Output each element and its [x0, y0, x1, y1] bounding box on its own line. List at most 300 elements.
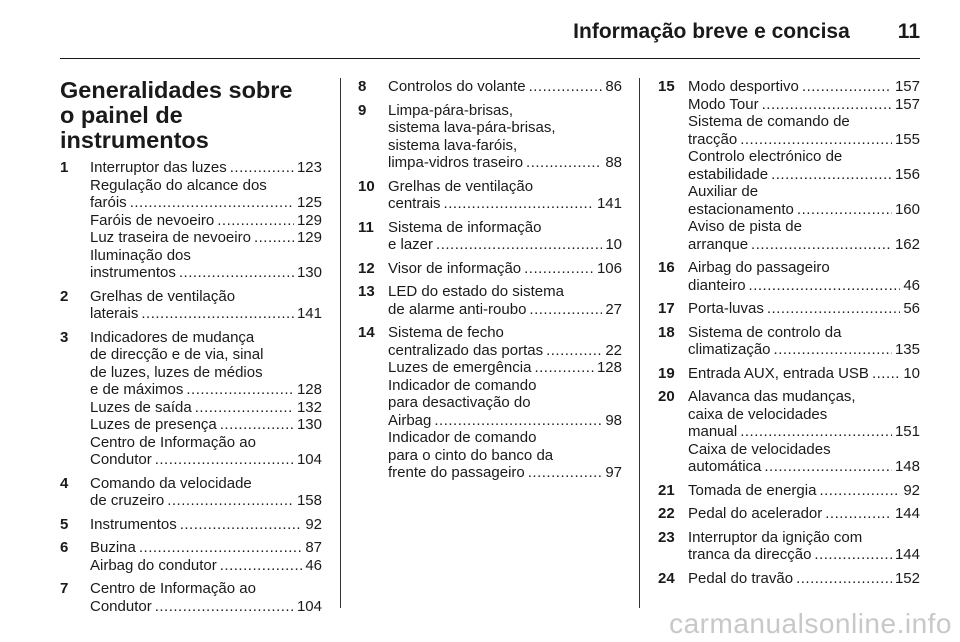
entry-line	[388, 195, 622, 213]
entry-label: instrumentos	[90, 264, 176, 281]
dot-leader	[802, 78, 892, 96]
page-reference: 157	[894, 78, 920, 95]
column-1-entries	[60, 159, 322, 615]
dot-leader	[529, 301, 602, 319]
entry-label: Buzina	[90, 539, 136, 556]
page-reference: 22	[605, 341, 622, 359]
entry-items	[688, 324, 920, 359]
entry-label: Pedal do travão	[688, 569, 794, 587]
entry-number: 23	[658, 528, 675, 546]
index-entry	[658, 324, 920, 359]
header-rule	[60, 58, 920, 59]
dot-leader	[434, 412, 602, 430]
entry-label: Sistema de controlo da	[688, 323, 842, 341]
entry-label: Interruptor da ignição com	[688, 528, 863, 546]
entry-line	[688, 324, 920, 342]
column-1	[60, 78, 322, 621]
entry-label: Sistema de informação	[388, 218, 542, 236]
entry-line	[688, 365, 920, 383]
section-title-line-2: o painel de instrumentos	[60, 102, 209, 153]
page-reference: 128	[596, 359, 622, 376]
entry-label: Condutor	[90, 451, 152, 468]
dot-leader	[740, 423, 892, 441]
column-3-entries	[658, 78, 920, 587]
dot-leader	[230, 159, 294, 177]
entry-label: centralizado das portas	[388, 341, 544, 359]
entry-line	[90, 598, 322, 616]
index-entry	[60, 329, 322, 469]
page-reference: 92	[305, 515, 322, 533]
entry-label: Indicadores de mudança	[90, 328, 255, 346]
entry-label: Luzes de emergência	[388, 359, 532, 376]
dot-leader	[180, 516, 303, 534]
entry-items	[388, 283, 622, 318]
page-reference: 160	[894, 200, 920, 218]
column-3	[658, 78, 920, 593]
column-2-entries	[358, 78, 622, 482]
entry-number: 16	[658, 259, 675, 276]
entry-label: e lazer	[388, 236, 434, 253]
dot-leader	[220, 416, 294, 434]
entry-label: Comando da velocidade	[90, 474, 252, 492]
entry-items	[388, 178, 622, 213]
entry-label: Modo desportivo	[688, 78, 799, 95]
index-entry	[658, 365, 920, 383]
entry-number: 12	[358, 259, 375, 277]
entry-number: 1	[60, 159, 69, 176]
entry-label: Regulação do alcance dos	[90, 176, 267, 194]
section-title-line-1: Generalidades sobre	[60, 77, 293, 103]
entry-line	[388, 301, 622, 319]
entry-label: de cruzeiro	[90, 492, 165, 509]
entry-label: Caixa de velocidades	[688, 440, 831, 458]
entry-items	[688, 78, 920, 253]
page-reference: 148	[894, 458, 920, 475]
entry-line	[688, 201, 920, 219]
page-reference: 128	[296, 381, 322, 398]
entry-label: Iluminação dos	[90, 246, 191, 264]
page-reference: 129	[296, 229, 322, 246]
entry-label: para desactivação do	[388, 394, 531, 411]
entry-number: 11	[358, 218, 374, 236]
entry-label: Sistema de fecho	[388, 324, 504, 341]
entry-items	[90, 516, 322, 534]
index-entry	[358, 78, 622, 96]
entry-line	[90, 247, 322, 265]
entry-label: Controlos do volante	[388, 78, 526, 95]
page-reference: 144	[894, 546, 920, 563]
page-reference: 97	[605, 464, 622, 481]
entry-items	[90, 475, 322, 510]
entry-label: Limpa-pára-brisas,	[388, 101, 514, 119]
entry-line	[90, 229, 322, 247]
index-entry	[658, 505, 920, 523]
entry-line	[90, 364, 322, 382]
entry-label: Luzes de presença	[90, 416, 217, 433]
dot-leader	[155, 598, 294, 616]
entry-label: tranca da direcção	[688, 546, 812, 563]
page-reference: 104	[296, 451, 322, 468]
entry-label: laterais	[90, 305, 139, 322]
entry-items	[688, 482, 920, 500]
page-reference: 130	[296, 264, 322, 281]
dot-leader	[195, 399, 294, 417]
index-entry	[60, 159, 322, 282]
entry-line	[388, 283, 622, 301]
entry-items	[688, 570, 920, 588]
dot-leader	[796, 570, 892, 588]
page-reference: 86	[605, 78, 622, 95]
entry-line	[90, 329, 322, 347]
entry-line	[388, 178, 622, 196]
entry-line	[688, 570, 920, 588]
index-entry	[658, 300, 920, 318]
entry-number: 22	[658, 505, 675, 522]
page-reference: 158	[296, 492, 322, 509]
entry-label: Sistema de comando de	[688, 113, 850, 130]
dot-leader	[141, 305, 294, 323]
entry-line	[90, 264, 322, 282]
entry-line	[388, 154, 622, 172]
entry-line	[388, 447, 622, 465]
entry-line	[388, 342, 622, 360]
entry-number: 3	[60, 328, 69, 346]
dot-leader	[130, 194, 294, 212]
page-reference: 155	[894, 130, 920, 148]
index-entry	[60, 539, 322, 574]
entry-label: Controlo electrónico de	[688, 148, 843, 165]
page-reference: 132	[296, 398, 322, 416]
entry-label: Aviso de pista de	[688, 218, 802, 235]
header-title: Informação breve e concisa	[573, 20, 850, 43]
entry-label: Indicador de comando	[388, 376, 537, 394]
entry-number: 7	[60, 580, 69, 597]
entry-label: Alavanca das mudanças,	[688, 388, 856, 405]
entry-line	[688, 166, 920, 184]
entry-label: Faróis de nevoeiro	[90, 211, 215, 229]
entry-items	[388, 102, 622, 172]
entry-label: tracção	[688, 130, 738, 148]
page-reference: 123	[296, 159, 322, 176]
entry-items	[688, 365, 920, 383]
entry-line	[90, 159, 322, 177]
dot-leader	[186, 381, 294, 399]
entry-line	[90, 434, 322, 452]
page-reference: 151	[894, 423, 920, 440]
entry-label: Centro de Informação ao	[90, 580, 256, 597]
entry-items	[688, 300, 920, 318]
entry-line	[90, 177, 322, 195]
entry-line	[388, 219, 622, 237]
entry-label: Indicador de comando	[388, 429, 537, 446]
page-reference: 56	[903, 300, 920, 317]
entry-line	[90, 557, 322, 575]
dot-leader	[179, 264, 294, 282]
column-2	[358, 78, 622, 488]
dot-leader	[254, 229, 294, 247]
entry-line	[90, 346, 322, 364]
entry-items	[90, 159, 322, 282]
entry-items	[90, 580, 322, 615]
page-reference: 129	[296, 211, 322, 229]
page-number: 11	[897, 20, 920, 43]
entry-number: 24	[658, 569, 675, 587]
index-entry	[358, 283, 622, 318]
dot-leader	[155, 451, 294, 469]
page-reference: 104	[296, 597, 322, 615]
entry-line	[688, 423, 920, 441]
dot-leader	[529, 78, 603, 96]
entry-label: Luz traseira de nevoeiro	[90, 229, 251, 246]
entry-line	[388, 464, 622, 482]
entry-label: Visor de informação	[388, 259, 522, 277]
entry-label: Tomada de energia	[688, 481, 817, 499]
entry-line	[688, 78, 920, 96]
dot-leader	[528, 464, 603, 482]
entry-line	[688, 529, 920, 547]
page-reference: 152	[894, 569, 920, 587]
entry-label: dianteiro	[688, 276, 746, 294]
index-entry	[658, 570, 920, 588]
page-reference: 98	[605, 411, 622, 429]
dot-leader	[740, 131, 892, 149]
dot-leader	[764, 458, 892, 476]
dot-leader	[749, 277, 901, 295]
entry-items	[688, 388, 920, 476]
entry-items	[90, 539, 322, 574]
entry-number: 8	[358, 78, 367, 95]
entry-line	[388, 78, 622, 96]
entry-line	[688, 96, 920, 114]
index-entry	[358, 219, 622, 254]
entry-label: Luzes de saída	[90, 398, 192, 416]
entry-line	[688, 458, 920, 476]
entry-items	[388, 260, 622, 278]
index-entry	[658, 78, 920, 253]
entry-items	[90, 329, 322, 469]
page-reference: 135	[894, 341, 920, 358]
entry-items	[388, 78, 622, 96]
entry-number: 10	[358, 177, 375, 195]
column-divider-2	[639, 78, 640, 608]
page-reference: 125	[296, 194, 322, 211]
entry-label: caixa de velocidades	[688, 405, 828, 423]
entry-line	[688, 113, 920, 131]
entry-number: 5	[60, 515, 69, 533]
entry-line	[688, 546, 920, 564]
page-reference: 157	[894, 95, 920, 113]
dot-leader	[444, 195, 594, 213]
entry-line	[688, 218, 920, 236]
entry-line	[388, 324, 622, 342]
index-entry	[358, 260, 622, 278]
page-reference: 141	[596, 195, 622, 212]
page-header	[60, 18, 920, 46]
entry-label: de luzes, luzes de médios	[90, 363, 263, 381]
entry-line	[688, 259, 920, 277]
entry-label: e de máximos	[90, 381, 184, 398]
entry-number: 13	[358, 283, 375, 300]
entry-line	[388, 119, 622, 137]
index-entry	[60, 580, 322, 615]
dot-leader	[217, 212, 294, 230]
entry-label: Pedal do acelerador	[688, 505, 823, 522]
entry-line	[90, 539, 322, 557]
dot-leader	[797, 201, 892, 219]
entry-label: climatização	[688, 341, 771, 358]
dot-leader	[825, 505, 892, 523]
entry-number: 18	[658, 323, 675, 341]
dot-leader	[762, 96, 892, 114]
section-title	[60, 78, 322, 153]
entry-label: Interruptor das luzes	[90, 159, 227, 176]
entry-line	[388, 102, 622, 120]
entry-label: Centro de Informação ao	[90, 433, 256, 451]
entry-line	[90, 492, 322, 510]
entry-label: de alarme anti-roubo	[388, 300, 527, 318]
index-entry	[60, 516, 322, 534]
entry-label: Airbag	[388, 411, 432, 429]
entry-line	[90, 451, 322, 469]
entry-line	[388, 260, 622, 278]
entry-label: Porta-luvas	[688, 300, 764, 317]
entry-line	[388, 394, 622, 412]
entry-line	[90, 381, 322, 399]
entry-number: 21	[658, 481, 675, 499]
page-reference: 46	[903, 276, 920, 294]
page-reference: 88	[605, 154, 622, 171]
index-entry	[658, 482, 920, 500]
dot-leader	[814, 546, 892, 564]
page-reference: 27	[605, 300, 622, 318]
entry-items	[90, 288, 322, 323]
entry-items	[688, 505, 920, 523]
entry-line	[688, 441, 920, 459]
entry-line	[388, 359, 622, 377]
page-reference: 10	[605, 236, 622, 253]
entry-line	[688, 277, 920, 295]
entry-label: arranque	[688, 235, 749, 253]
dot-leader	[526, 154, 602, 172]
entry-line	[388, 429, 622, 447]
entry-line	[388, 412, 622, 430]
entry-number: 17	[658, 300, 675, 317]
entry-label: sistema lava-faróis,	[388, 136, 518, 154]
entry-number: 15	[658, 78, 675, 95]
entry-items	[388, 324, 622, 482]
dot-leader	[220, 557, 303, 575]
entry-label: frente do passageiro	[388, 464, 525, 481]
page-reference: 10	[903, 364, 920, 382]
entry-label: Airbag do passageiro	[688, 259, 830, 276]
dot-leader	[524, 260, 594, 278]
dot-leader	[751, 236, 892, 254]
entry-line	[90, 288, 322, 306]
index-entry	[358, 324, 622, 482]
entry-label: Instrumentos	[90, 515, 177, 533]
entry-line	[688, 505, 920, 523]
entry-number: 6	[60, 539, 69, 556]
dot-leader	[872, 365, 900, 383]
entry-label: de direcção e de via, sinal	[90, 346, 264, 363]
index-entry	[60, 288, 322, 323]
page-reference: 46	[305, 556, 322, 574]
entry-label: Entrada AUX, entrada USB	[688, 364, 869, 382]
entry-line	[688, 482, 920, 500]
entry-label: centrais	[388, 195, 441, 212]
entry-label: Grelhas de ventilação	[90, 287, 236, 305]
entry-label: faróis	[90, 194, 127, 211]
page-reference: 106	[596, 259, 622, 277]
index-entry	[658, 388, 920, 476]
column-divider-1	[340, 78, 341, 608]
dot-leader	[771, 166, 892, 184]
entry-label: automática	[688, 458, 762, 475]
entry-line	[688, 183, 920, 201]
dot-leader	[819, 482, 900, 500]
entry-line	[90, 416, 322, 434]
entry-line	[688, 300, 920, 318]
page-reference: 87	[305, 539, 322, 556]
entry-label: estacionamento	[688, 200, 794, 218]
entry-label: Airbag do condutor	[90, 556, 217, 574]
entry-label: LED do estado do sistema	[388, 283, 564, 300]
entry-line	[688, 388, 920, 406]
entry-number: 19	[658, 364, 675, 382]
entry-line	[90, 475, 322, 493]
watermark: carmanualsonline.info	[669, 608, 952, 639]
entry-label: limpa-vidros traseiro	[388, 154, 524, 171]
entry-line	[90, 399, 322, 417]
index-entry	[60, 475, 322, 510]
dot-leader	[436, 236, 602, 254]
entry-number: 9	[358, 101, 367, 119]
entry-line	[90, 580, 322, 598]
index-entry	[658, 529, 920, 564]
entry-items	[388, 219, 622, 254]
entry-line	[388, 137, 622, 155]
dot-leader	[546, 342, 602, 360]
entry-label: para o cinto do banco da	[388, 446, 554, 464]
page-reference: 162	[894, 235, 920, 253]
index-entry	[358, 102, 622, 172]
entry-label: manual	[688, 423, 738, 440]
entry-line	[90, 212, 322, 230]
dot-leader	[534, 359, 594, 377]
entry-label: estabilidade	[688, 165, 769, 183]
entry-line	[90, 305, 322, 323]
entry-number: 20	[658, 388, 675, 405]
page-reference: 141	[296, 305, 322, 322]
entry-number: 14	[358, 324, 375, 341]
entry-number: 2	[60, 287, 69, 305]
entry-label: Auxiliar de	[688, 183, 759, 200]
index-entry	[658, 259, 920, 294]
entry-line	[90, 194, 322, 212]
entry-line	[90, 516, 322, 534]
entry-label: Modo Tour	[688, 95, 759, 113]
dot-leader	[774, 341, 892, 359]
entry-label: Condutor	[90, 597, 152, 615]
entry-line	[688, 406, 920, 424]
page-reference: 130	[296, 416, 322, 433]
entry-line	[388, 377, 622, 395]
dot-leader	[139, 539, 302, 557]
page-reference: 144	[894, 505, 920, 522]
entry-line	[688, 131, 920, 149]
entry-line	[388, 236, 622, 254]
entry-line	[688, 236, 920, 254]
